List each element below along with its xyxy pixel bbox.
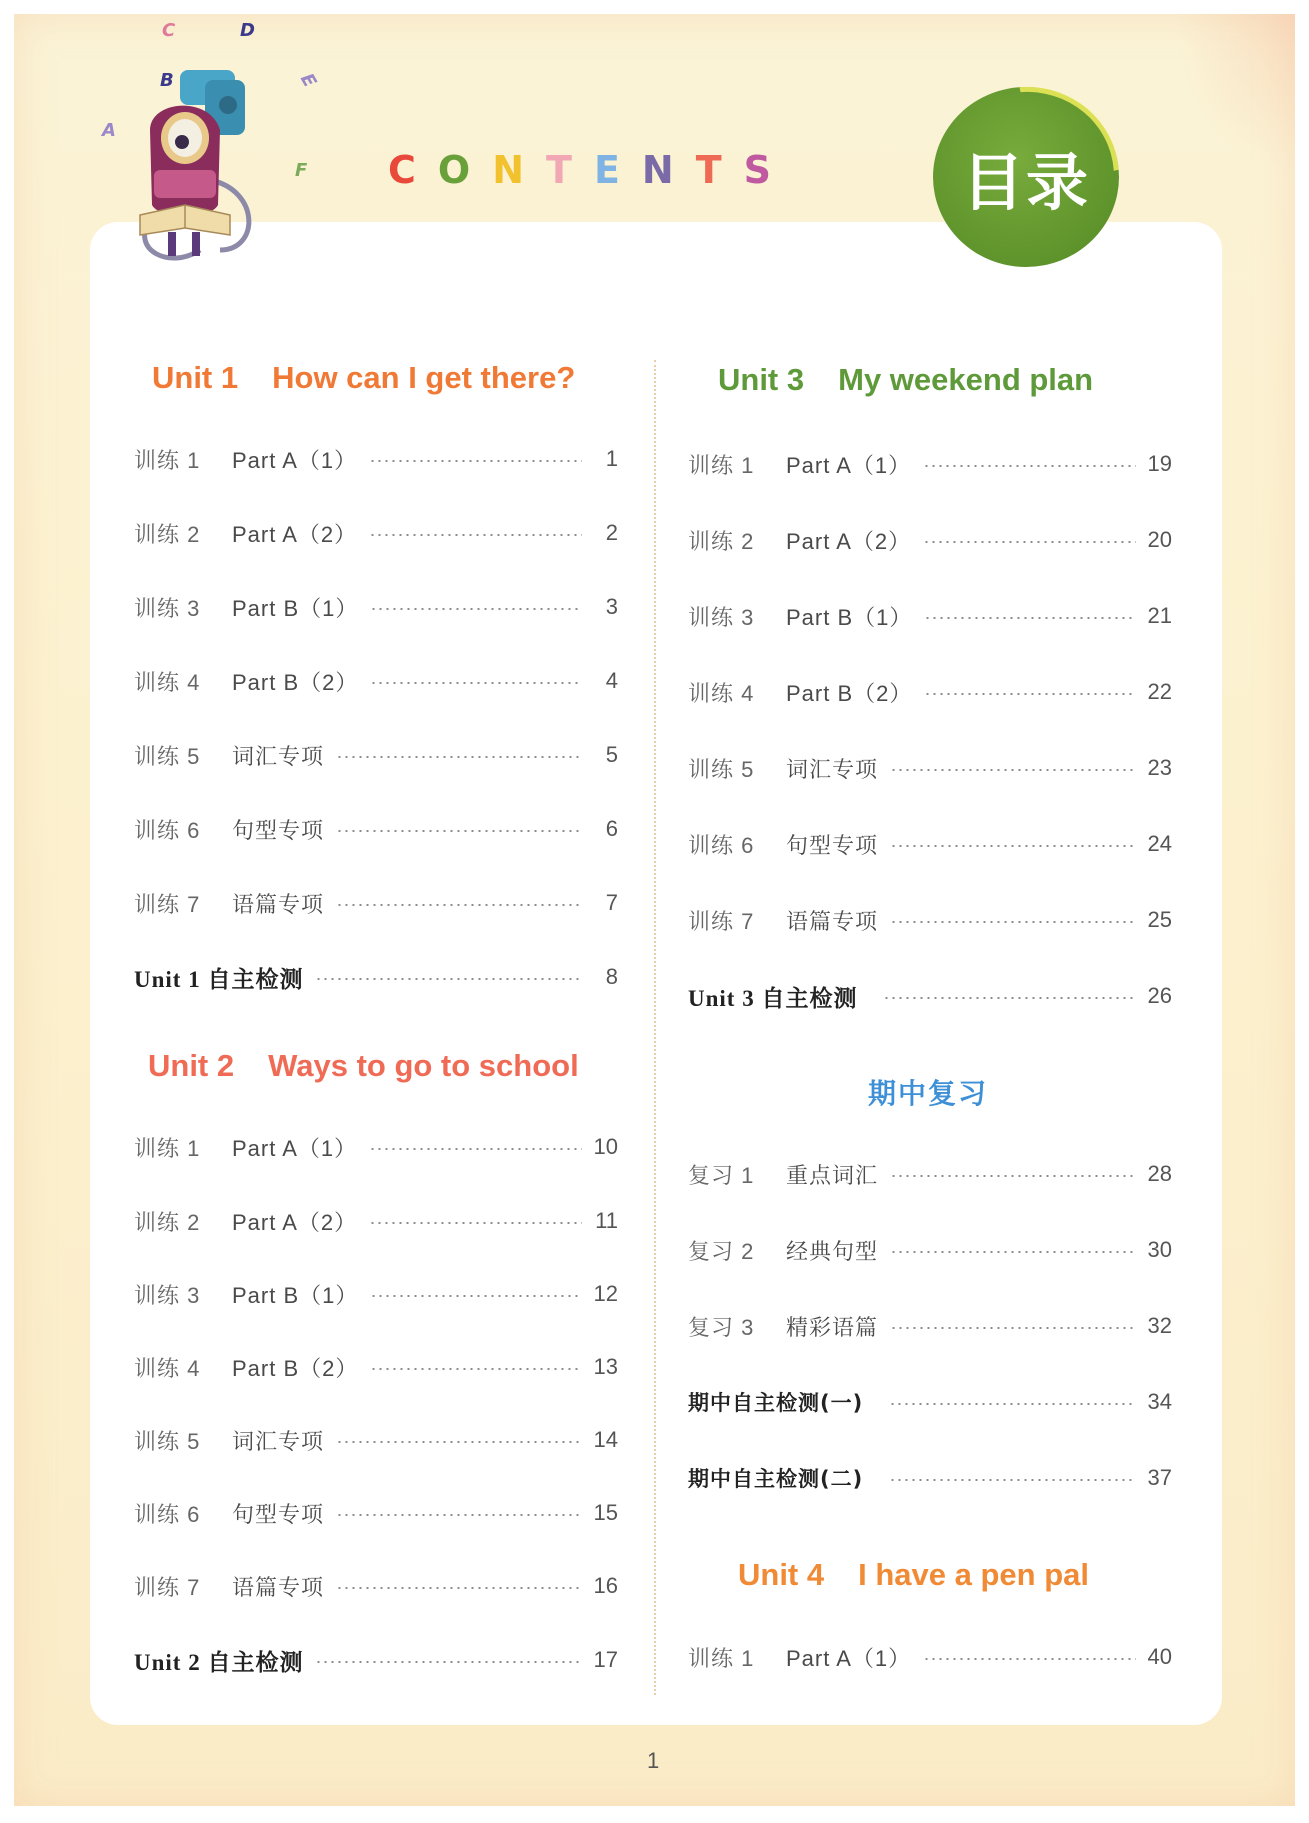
entry-title: Part A（2） xyxy=(232,521,358,547)
entry-title: 词汇专项 xyxy=(786,756,879,782)
dot-leader xyxy=(336,1587,582,1589)
entry-page: 40 xyxy=(1147,1644,1172,1669)
entry-tag: 复习 2 xyxy=(688,1238,755,1264)
toc-entry[interactable] xyxy=(688,827,1172,861)
toc-entry-unit-test[interactable] xyxy=(688,979,1172,1013)
column-divider xyxy=(654,360,656,1695)
entry-page: 28 xyxy=(1147,1161,1172,1186)
toc-entry[interactable] xyxy=(134,812,618,846)
entry-page: 20 xyxy=(1147,527,1172,552)
entry-tag: 训练 5 xyxy=(688,756,755,782)
contents-letter: N xyxy=(492,148,547,192)
entry-title: Part B（2） xyxy=(786,680,913,706)
dot-leader xyxy=(889,1403,1135,1405)
letter-d-decoration: D xyxy=(240,20,255,41)
dot-leader xyxy=(315,978,582,980)
entry-title: 词汇专项 xyxy=(232,743,325,769)
unit-title: I have a pen pal xyxy=(858,1557,1089,1592)
dot-leader xyxy=(924,617,1135,619)
entry-tag: 复习 1 xyxy=(688,1162,755,1188)
dot-leader xyxy=(890,921,1136,923)
entry-title: Part B（2） xyxy=(232,1355,359,1381)
contents-letter: O xyxy=(437,148,493,192)
entry-tag: 训练 5 xyxy=(134,743,201,769)
dot-leader xyxy=(889,1479,1135,1481)
entry-page: 4 xyxy=(605,668,618,693)
dot-leader xyxy=(315,1661,581,1663)
entry-page: 37 xyxy=(1147,1465,1172,1490)
entry-tag: 训练 5 xyxy=(134,1428,201,1454)
dot-leader xyxy=(336,830,582,832)
entry-tag: 训练 4 xyxy=(134,669,201,695)
letter-b-decoration: B xyxy=(160,70,174,91)
entry-page: 32 xyxy=(1147,1313,1172,1338)
entry-page: 12 xyxy=(593,1281,618,1306)
contents-letter: E xyxy=(593,148,642,192)
unit-number: Unit 2 xyxy=(148,1048,235,1083)
dot-leader xyxy=(890,769,1136,771)
letter-c-decoration: C xyxy=(162,20,176,41)
toc-entry[interactable] xyxy=(688,903,1172,937)
entry-title: 期中自主检测(二) xyxy=(688,1467,864,1491)
entry-page: 19 xyxy=(1147,451,1172,476)
entry-title: 句型专项 xyxy=(232,817,325,843)
contents-letter: T xyxy=(695,148,744,192)
dot-leader xyxy=(923,1658,1135,1660)
toc-entry[interactable] xyxy=(134,516,618,550)
entry-tag: 复习 3 xyxy=(688,1314,755,1340)
entry-page: 8 xyxy=(605,964,618,989)
dot-leader xyxy=(923,465,1135,467)
entry-title: 经典句型 xyxy=(786,1238,879,1264)
toc-entry[interactable] xyxy=(134,664,618,698)
toc-entry-midterm-test[interactable] xyxy=(688,1461,1172,1495)
toc-entry[interactable] xyxy=(134,1204,618,1238)
entry-title: 期中自主检测(一) xyxy=(688,1391,864,1415)
toc-entry[interactable] xyxy=(688,599,1172,633)
contents-letter: S xyxy=(743,148,794,192)
entry-tag: 训练 4 xyxy=(134,1355,201,1381)
contents-letter: T xyxy=(546,148,594,192)
dot-leader xyxy=(370,1295,581,1297)
entry-page: 26 xyxy=(1147,983,1172,1008)
entry-tag: 训练 6 xyxy=(134,1501,201,1527)
entry-tag: 训练 2 xyxy=(134,1209,201,1235)
contents-letter: C xyxy=(388,148,438,192)
toc-entry[interactable] xyxy=(688,1157,1172,1191)
dot-leader xyxy=(890,1327,1136,1329)
dot-leader xyxy=(369,1148,581,1150)
dot-leader xyxy=(369,460,582,462)
unit1-heading xyxy=(152,360,575,396)
toc-entry-unit-test[interactable] xyxy=(134,1643,618,1677)
unit2-heading xyxy=(148,1048,579,1084)
entry-tag: 训练 1 xyxy=(688,1645,755,1671)
toc-entry[interactable] xyxy=(134,886,618,920)
robot-reading-icon xyxy=(110,20,330,280)
entry-title: 句型专项 xyxy=(786,832,879,858)
unit-number: Unit 3 xyxy=(718,362,805,397)
unit-title: Ways to go to school xyxy=(268,1048,579,1083)
toc-entry[interactable] xyxy=(134,738,618,772)
toc-entry-midterm-test[interactable] xyxy=(688,1385,1172,1419)
entry-page: 2 xyxy=(605,520,618,545)
dot-leader xyxy=(336,1441,582,1443)
entry-page: 22 xyxy=(1147,679,1172,704)
entry-title: Part A（1） xyxy=(786,1645,912,1671)
letter-e-decoration: E xyxy=(295,69,321,92)
toc-entry[interactable] xyxy=(688,523,1172,557)
toc-entry[interactable] xyxy=(134,1423,618,1457)
entry-title: 语篇专项 xyxy=(232,891,325,917)
dot-leader xyxy=(336,756,582,758)
entry-title: Part B（1） xyxy=(232,595,359,621)
entry-title: Part A（1） xyxy=(232,1135,358,1161)
entry-title: 语篇专项 xyxy=(232,1574,325,1600)
entry-page: 1 xyxy=(605,446,618,471)
entry-title: Part A（2） xyxy=(232,1209,358,1235)
midterm-review-heading: 期中复习 xyxy=(868,1077,989,1110)
entry-title: 精彩语篇 xyxy=(786,1314,879,1340)
entry-title: 句型专项 xyxy=(232,1501,325,1527)
toc-entry[interactable] xyxy=(134,1130,618,1164)
entry-page: 11 xyxy=(595,1208,618,1233)
entry-title: 语篇专项 xyxy=(786,908,879,934)
toc-entry[interactable] xyxy=(134,1496,618,1530)
toc-entry[interactable] xyxy=(688,1640,1172,1674)
toc-entry-unit-test[interactable] xyxy=(134,960,618,994)
dot-leader xyxy=(370,682,582,684)
dot-leader xyxy=(890,1251,1136,1253)
unit-title: My weekend plan xyxy=(838,362,1094,397)
entry-page: 6 xyxy=(605,816,618,841)
toc-entry[interactable] xyxy=(688,447,1172,481)
entry-tag: 训练 1 xyxy=(688,452,755,478)
entry-title: Unit 1 自主检测 xyxy=(134,966,304,992)
entry-tag: 训练 4 xyxy=(688,680,755,706)
entry-tag: 训练 7 xyxy=(134,1574,201,1600)
toc-entry[interactable] xyxy=(134,1277,618,1311)
entry-tag: 训练 6 xyxy=(134,817,201,843)
entry-title: Part A（1） xyxy=(786,452,912,478)
dot-leader xyxy=(883,997,1135,999)
dot-leader xyxy=(369,1222,582,1224)
dot-leader xyxy=(336,904,582,906)
entry-tag: 训练 1 xyxy=(134,1135,201,1161)
entry-tag: 训练 2 xyxy=(688,528,755,554)
entry-page: 14 xyxy=(593,1427,618,1452)
entry-title: Unit 3 自主检测 xyxy=(688,985,858,1011)
dot-leader xyxy=(923,541,1135,543)
entry-page: 15 xyxy=(593,1500,618,1525)
entry-title: Part B（1） xyxy=(232,1282,359,1308)
entry-page: 3 xyxy=(605,594,618,619)
entry-tag: 训练 7 xyxy=(134,891,201,917)
toc-entry[interactable] xyxy=(134,590,618,624)
unit-number: Unit 4 xyxy=(738,1557,825,1592)
dot-leader xyxy=(924,693,1135,695)
toc-entry[interactable] xyxy=(134,1569,618,1603)
badge-text: 目录 xyxy=(961,145,1090,219)
dot-leader xyxy=(370,608,582,610)
dot-leader xyxy=(336,1514,582,1516)
entry-page: 10 xyxy=(593,1134,618,1159)
page-number: 1 xyxy=(647,1748,660,1773)
entry-tag: 训练 7 xyxy=(688,908,755,934)
unit-number: Unit 1 xyxy=(152,360,239,395)
entry-tag: 训练 1 xyxy=(134,447,201,473)
toc-entry[interactable] xyxy=(688,675,1172,709)
entry-page: 17 xyxy=(593,1647,618,1672)
unit-title: How can I get there? xyxy=(272,360,576,395)
contents-letter: N xyxy=(641,148,696,192)
entry-tag: 训练 3 xyxy=(134,1282,201,1308)
toc-entry[interactable] xyxy=(134,1350,618,1384)
dot-leader xyxy=(369,534,582,536)
entry-tag: 训练 3 xyxy=(134,595,201,621)
entry-page: 25 xyxy=(1147,907,1172,932)
dot-leader xyxy=(370,1368,581,1370)
mascot-illustration xyxy=(102,20,330,280)
entry-page: 24 xyxy=(1147,831,1172,856)
entry-page: 23 xyxy=(1147,755,1172,780)
entry-page: 5 xyxy=(605,742,618,767)
unit4-heading xyxy=(738,1557,1089,1593)
entry-title: Unit 2 自主检测 xyxy=(134,1649,304,1675)
entry-title: Part A（2） xyxy=(786,528,912,554)
entry-title: 词汇专项 xyxy=(232,1428,325,1454)
letter-a-decoration: A xyxy=(102,120,116,141)
entry-title: Part B（2） xyxy=(232,669,359,695)
entry-page: 7 xyxy=(605,890,618,915)
entry-title: Part B（1） xyxy=(786,604,913,630)
entry-tag: 训练 2 xyxy=(134,521,201,547)
toc-entry[interactable] xyxy=(134,442,618,476)
entry-page: 13 xyxy=(593,1354,618,1379)
toc-entry[interactable] xyxy=(688,1309,1172,1343)
entry-tag: 训练 3 xyxy=(688,604,755,630)
entry-tag: 训练 6 xyxy=(688,832,755,858)
dot-leader xyxy=(890,845,1136,847)
entry-page: 34 xyxy=(1147,1389,1172,1414)
letter-f-decoration: F xyxy=(295,160,308,181)
toc-entry[interactable] xyxy=(688,1233,1172,1267)
entry-title: 重点词汇 xyxy=(786,1162,879,1188)
entry-title: Part A（1） xyxy=(232,447,358,473)
entry-page: 21 xyxy=(1147,603,1172,628)
entry-page: 16 xyxy=(593,1573,618,1598)
entry-page: 30 xyxy=(1147,1237,1172,1262)
contents-title xyxy=(388,148,793,192)
mulu-badge xyxy=(933,87,1119,267)
unit3-heading xyxy=(718,362,1093,398)
toc-entry[interactable] xyxy=(688,751,1172,785)
dot-leader xyxy=(890,1175,1136,1177)
